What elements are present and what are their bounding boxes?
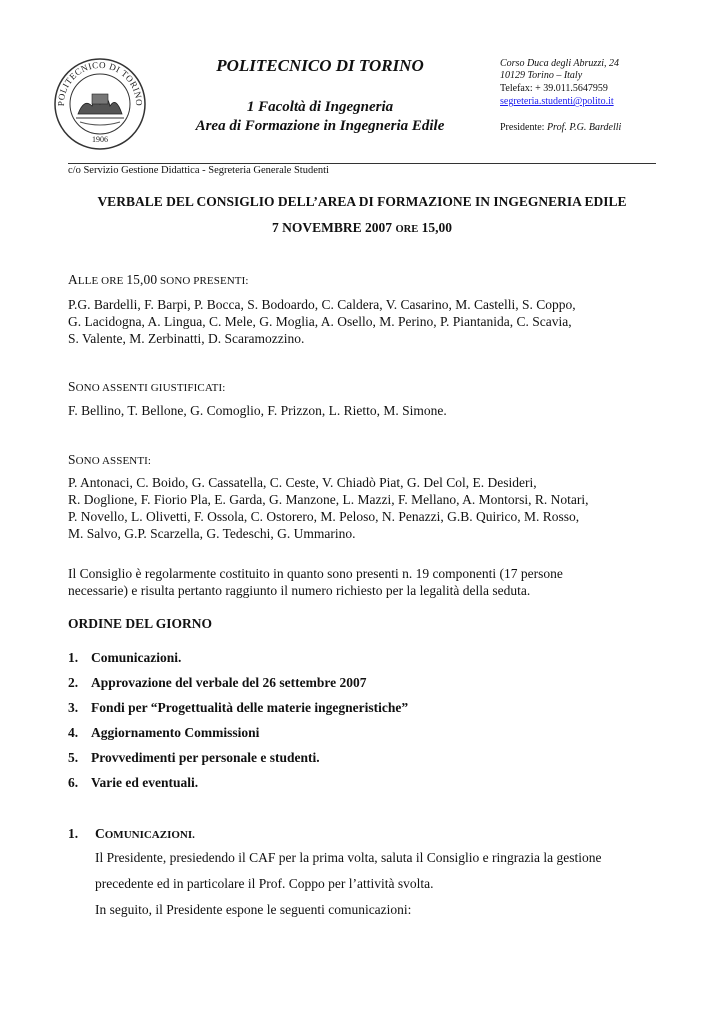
agenda-item-text: Provvedimenti per personale e studenti. xyxy=(91,750,320,765)
agenda-item-number: 3. xyxy=(68,700,79,715)
institution-title: POLITECNICO DI TORINO xyxy=(216,56,424,75)
giustificati-label xyxy=(68,379,225,395)
presenti-line: P.G. Bardelli, F. Barpi, P. Bocca, S. Bodoardo, C. Caldera, V. Casarino, M. Castelli, S. Coppo, xyxy=(68,297,576,312)
section-title-initial: C xyxy=(95,826,105,841)
agenda-item-text: Fondi per “Progettualità delle materie ingegneristiche” xyxy=(91,700,409,715)
agenda-item xyxy=(68,775,198,791)
document-title: VERBALE DEL CONSIGLIO DELL’AREA DI FORMAZIONE IN INGEGNERIA EDILE xyxy=(97,194,627,209)
presenti-label xyxy=(68,272,249,288)
quorum-line: Il Consiglio è regolarmente costituito in quanto sono presenti n. 19 componenti (17 persone xyxy=(68,566,563,581)
email-link[interactable] xyxy=(500,96,715,109)
agenda-item-number: 6. xyxy=(68,775,79,790)
address-line-1: Corso Duca degli Abruzzi, 24 xyxy=(500,58,619,69)
presenti-line: G. Lacidogna, A. Lingua, C. Mele, G. Moglia, A. Osello, M. Perino, P. Piantanida, C. Scavia, xyxy=(68,314,572,329)
agenda-item-number: 2. xyxy=(68,675,79,690)
president-line xyxy=(500,122,715,135)
section-body-line: In seguito, il Presidente espone le seguenti comunicazioni: xyxy=(95,902,412,917)
assenti-line: P. Antonaci, C. Boido, G. Cassatella, C. Ceste, V. Chiadò Piat, G. Del Col, E. Desideri, xyxy=(68,475,537,490)
agenda-item xyxy=(68,700,408,716)
faculty-name: 1 Facoltà di Ingegneria xyxy=(246,99,394,115)
seal-year: 1906 xyxy=(92,135,108,144)
section-heading xyxy=(68,826,195,842)
agenda-item-number: 1. xyxy=(68,650,79,665)
header-divider xyxy=(68,163,656,164)
section-body-line: Il Presidente, presiedendo il CAF per la prima volta, saluta il Consiglio e ringrazia la gestione xyxy=(95,850,602,865)
agenda-item-number: 5. xyxy=(68,750,79,765)
section-number: 1. xyxy=(68,826,79,841)
agenda-item-text: Varie ed eventuali. xyxy=(91,775,199,790)
time-text: 15,00 xyxy=(421,220,452,235)
assenti-label xyxy=(68,452,151,468)
agenda-item xyxy=(68,675,366,691)
agenda-item xyxy=(68,725,259,741)
agenda-item-text: Aggiornamento Commissioni xyxy=(91,725,260,740)
presenti-label-initial: A xyxy=(68,272,78,287)
presenti-list xyxy=(68,296,656,347)
section-body-line: precedente ed in particolare il Prof. Coppo per l’attività svolta. xyxy=(95,876,434,891)
telefax: Telefax: + 39.011.5647959 xyxy=(500,83,608,94)
presenti-line: S. Valente, M. Zerbinatti, D. Scaramozzino. xyxy=(68,331,305,346)
agenda-item xyxy=(68,650,181,666)
subheader: c/o Servizio Gestione Didattica - Segreteria Generale Studenti xyxy=(68,165,329,176)
president-name: Prof. P.G. Bardelli xyxy=(546,122,622,133)
agenda-item-number: 4. xyxy=(68,725,79,740)
assenti-label-rest: ONO ASSENTI: xyxy=(75,455,152,467)
ore-label: ORE xyxy=(395,224,419,235)
quorum-line: necessarie) e risulta pertanto raggiunto il numero richiesto per la legalità della seduta. xyxy=(68,583,531,598)
presenti-label-time: 15,00 xyxy=(126,272,158,287)
president-label: Presidente: xyxy=(500,122,547,133)
agenda-title: ORDINE DEL GIORNO xyxy=(68,616,213,631)
assenti-label-initial: S xyxy=(68,452,76,467)
university-seal-icon xyxy=(52,56,148,152)
agenda-item xyxy=(68,750,320,766)
presenti-label-rest: LLE ORE xyxy=(77,275,127,287)
assenti-line: M. Salvo, G.P. Scarzella, G. Tedeschi, G. Ummarino. xyxy=(68,526,356,541)
agenda-item-text: Comunicazioni. xyxy=(91,650,182,665)
assenti-line: P. Novello, L. Olivetti, F. Ossola, C. Ostorero, M. Peloso, N. Penazzi, G.B. Quirico, M. Rosso, xyxy=(68,509,580,524)
email-link-text[interactable]: segreteria.studenti@polito.it xyxy=(500,96,614,107)
assenti-line: R. Doglione, F. Fiorio Pla, E. Garda, G. Manzone, L. Mazzi, F. Mellano, A. Montorsi, R. Notari, xyxy=(68,492,589,507)
presenti-label-end: SONO PRESENTI: xyxy=(157,275,249,287)
assenti-list xyxy=(68,474,656,542)
giustificati-label-rest: ONO ASSENTI GIUSTIFICATI: xyxy=(75,382,226,394)
agenda-item-text: Approvazione del verbale del 26 settembre 2007 xyxy=(91,675,367,690)
area-name: Area di Formazione in Ingegneria Edile xyxy=(195,118,445,134)
giustificati-list: F. Bellino, T. Bellone, G. Comoglio, F. Prizzon, L. Rietto, M. Simone. xyxy=(68,403,447,418)
address-line-2: 10129 Torino – Italy xyxy=(500,70,583,81)
svg-text:POLITECNICO DI TORINO: POLITECNICO DI TORINO xyxy=(55,59,145,107)
quorum-paragraph xyxy=(68,565,656,599)
document-date xyxy=(68,220,656,236)
section-title-rest: OMUNICAZIONI. xyxy=(104,829,195,841)
date-text: 7 NOVEMBRE 2007 xyxy=(272,220,393,235)
giustificati-label-initial: S xyxy=(68,379,76,394)
